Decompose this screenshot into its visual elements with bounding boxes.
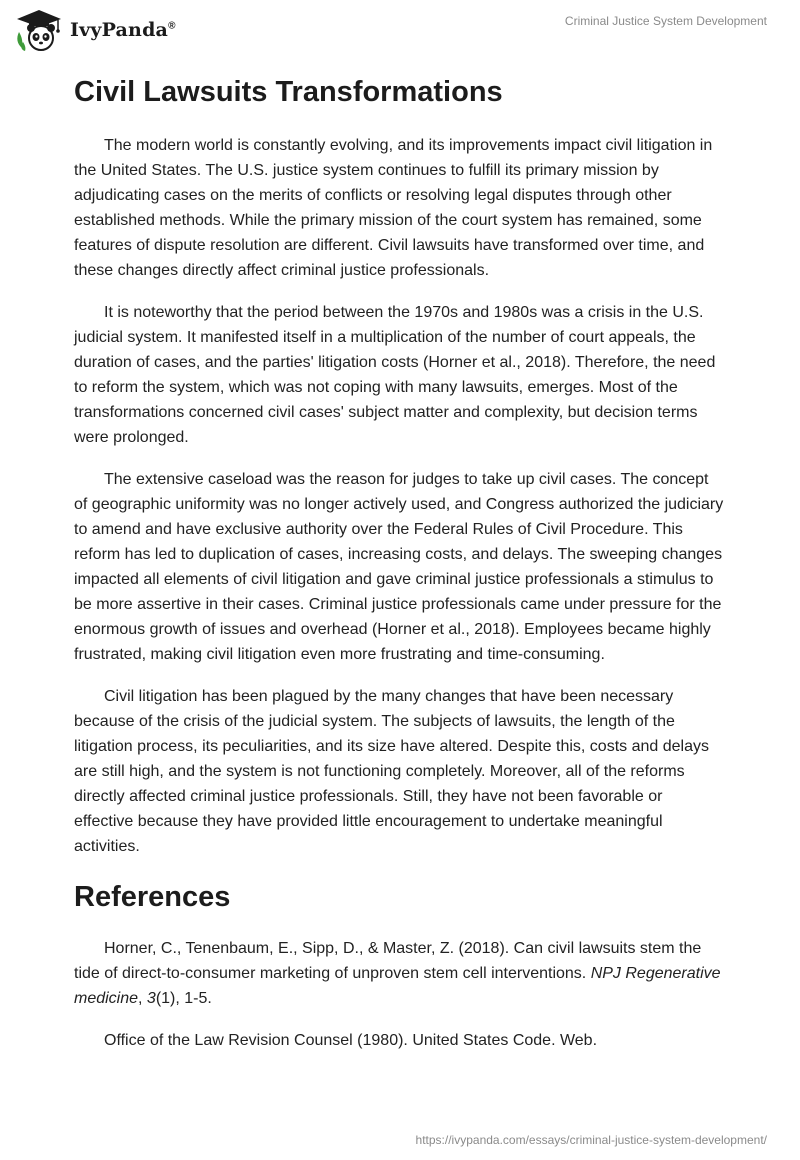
body-paragraph: The modern world is constantly evolving, and its improvements impact civil litigation in the United States. The U.S. justice system continues to fulfill its primary mission by adjudicating cases on the merits of conflicts or resolving legal disputes through other established methods. While the primary mission of the court system has remained, some features of dispute resolution are different. Civil lawsuits have transformed over time, and these changes directly affect criminal justice professionals. (74, 137, 713, 279)
document-header-title: Criminal Justice System Development (564, 14, 767, 28)
reference-text: Horner, C., Tenenbaum, E., Sipp, D., & Master, Z. (2018). Can civil lawsuits stem the tide of direct-to-consumer marketing of unproven stem cell interventions. (74, 940, 702, 982)
reference-journal: NPJ Regenerative medicine (74, 965, 721, 1007)
registered-mark: ® (168, 20, 176, 32)
references-heading: References (74, 881, 231, 913)
references-list (74, 936, 726, 1053)
source-url-link[interactable]: https://ivypanda.com/essays/criminal-justice-system-development/ (415, 1133, 767, 1147)
article-content (74, 72, 726, 1053)
reference-item (74, 936, 726, 1011)
body-paragraph: The extensive caseload was the reason for judges to take up civil cases. The concept of geographic uniformity was no longer actively used, and Congress authorized the judiciary to amend and have exclusive authority over the Federal Rules of Civil Procedure. This reform has led to duplication of cases, increasing costs, and delays. The sweeping changes impacted all elements of civil litigation and gave criminal justice professionals a stimulus to be more assertive in their cases. Criminal justice professionals came under pressure for the enormous growth of issues and overhead (Horner et al., 2018). Employees became highly frustrated, making civil litigation even more frustrating and time-consuming. (74, 471, 724, 663)
panda-graduation-icon (14, 8, 64, 52)
reference-item: Office of the Law Revision Counsel (1980). United States Code. Web. (104, 1032, 598, 1049)
article-title: Civil Lawsuits Transformations (74, 76, 503, 108)
reference-issue-pages: (1), 1-5. (155, 990, 212, 1007)
reference-separator: , (138, 990, 147, 1007)
reference-volume: 3 (146, 990, 156, 1007)
body-paragraph: It is noteworthy that the period between the 1970s and 1980s was a crisis in the U.S. judicial system. It manifested itself in a multiplication of the number of court appeals, the duration of cases, and the parties' litigation costs (Horner et al., 2018). Therefore, the need to reform the system, which was not coping with many lawsuits, emerges. Most of the transformations concerned civil cases' subject matter and complexity, but decision terms were prolonged. (74, 304, 716, 446)
body-paragraph: Civil litigation has been plagued by the many changes that have been necessary because of the crisis of the judicial system. The subjects of lawsuits, the length of the litigation process, its peculiarities, and its size have altered. Despite this, costs and delays are still high, and the system is not functioning completely. Moreover, all of the reforms directly affected criminal justice professionals. Still, they have not been favorable or effective because they have provided little encouragement to undertake meaningful activities. (74, 688, 709, 855)
ivypanda-logo[interactable] (14, 8, 176, 52)
logo-text: IvyPanda (70, 19, 169, 41)
page-header (0, 0, 800, 64)
logo-wordmark (70, 19, 176, 41)
